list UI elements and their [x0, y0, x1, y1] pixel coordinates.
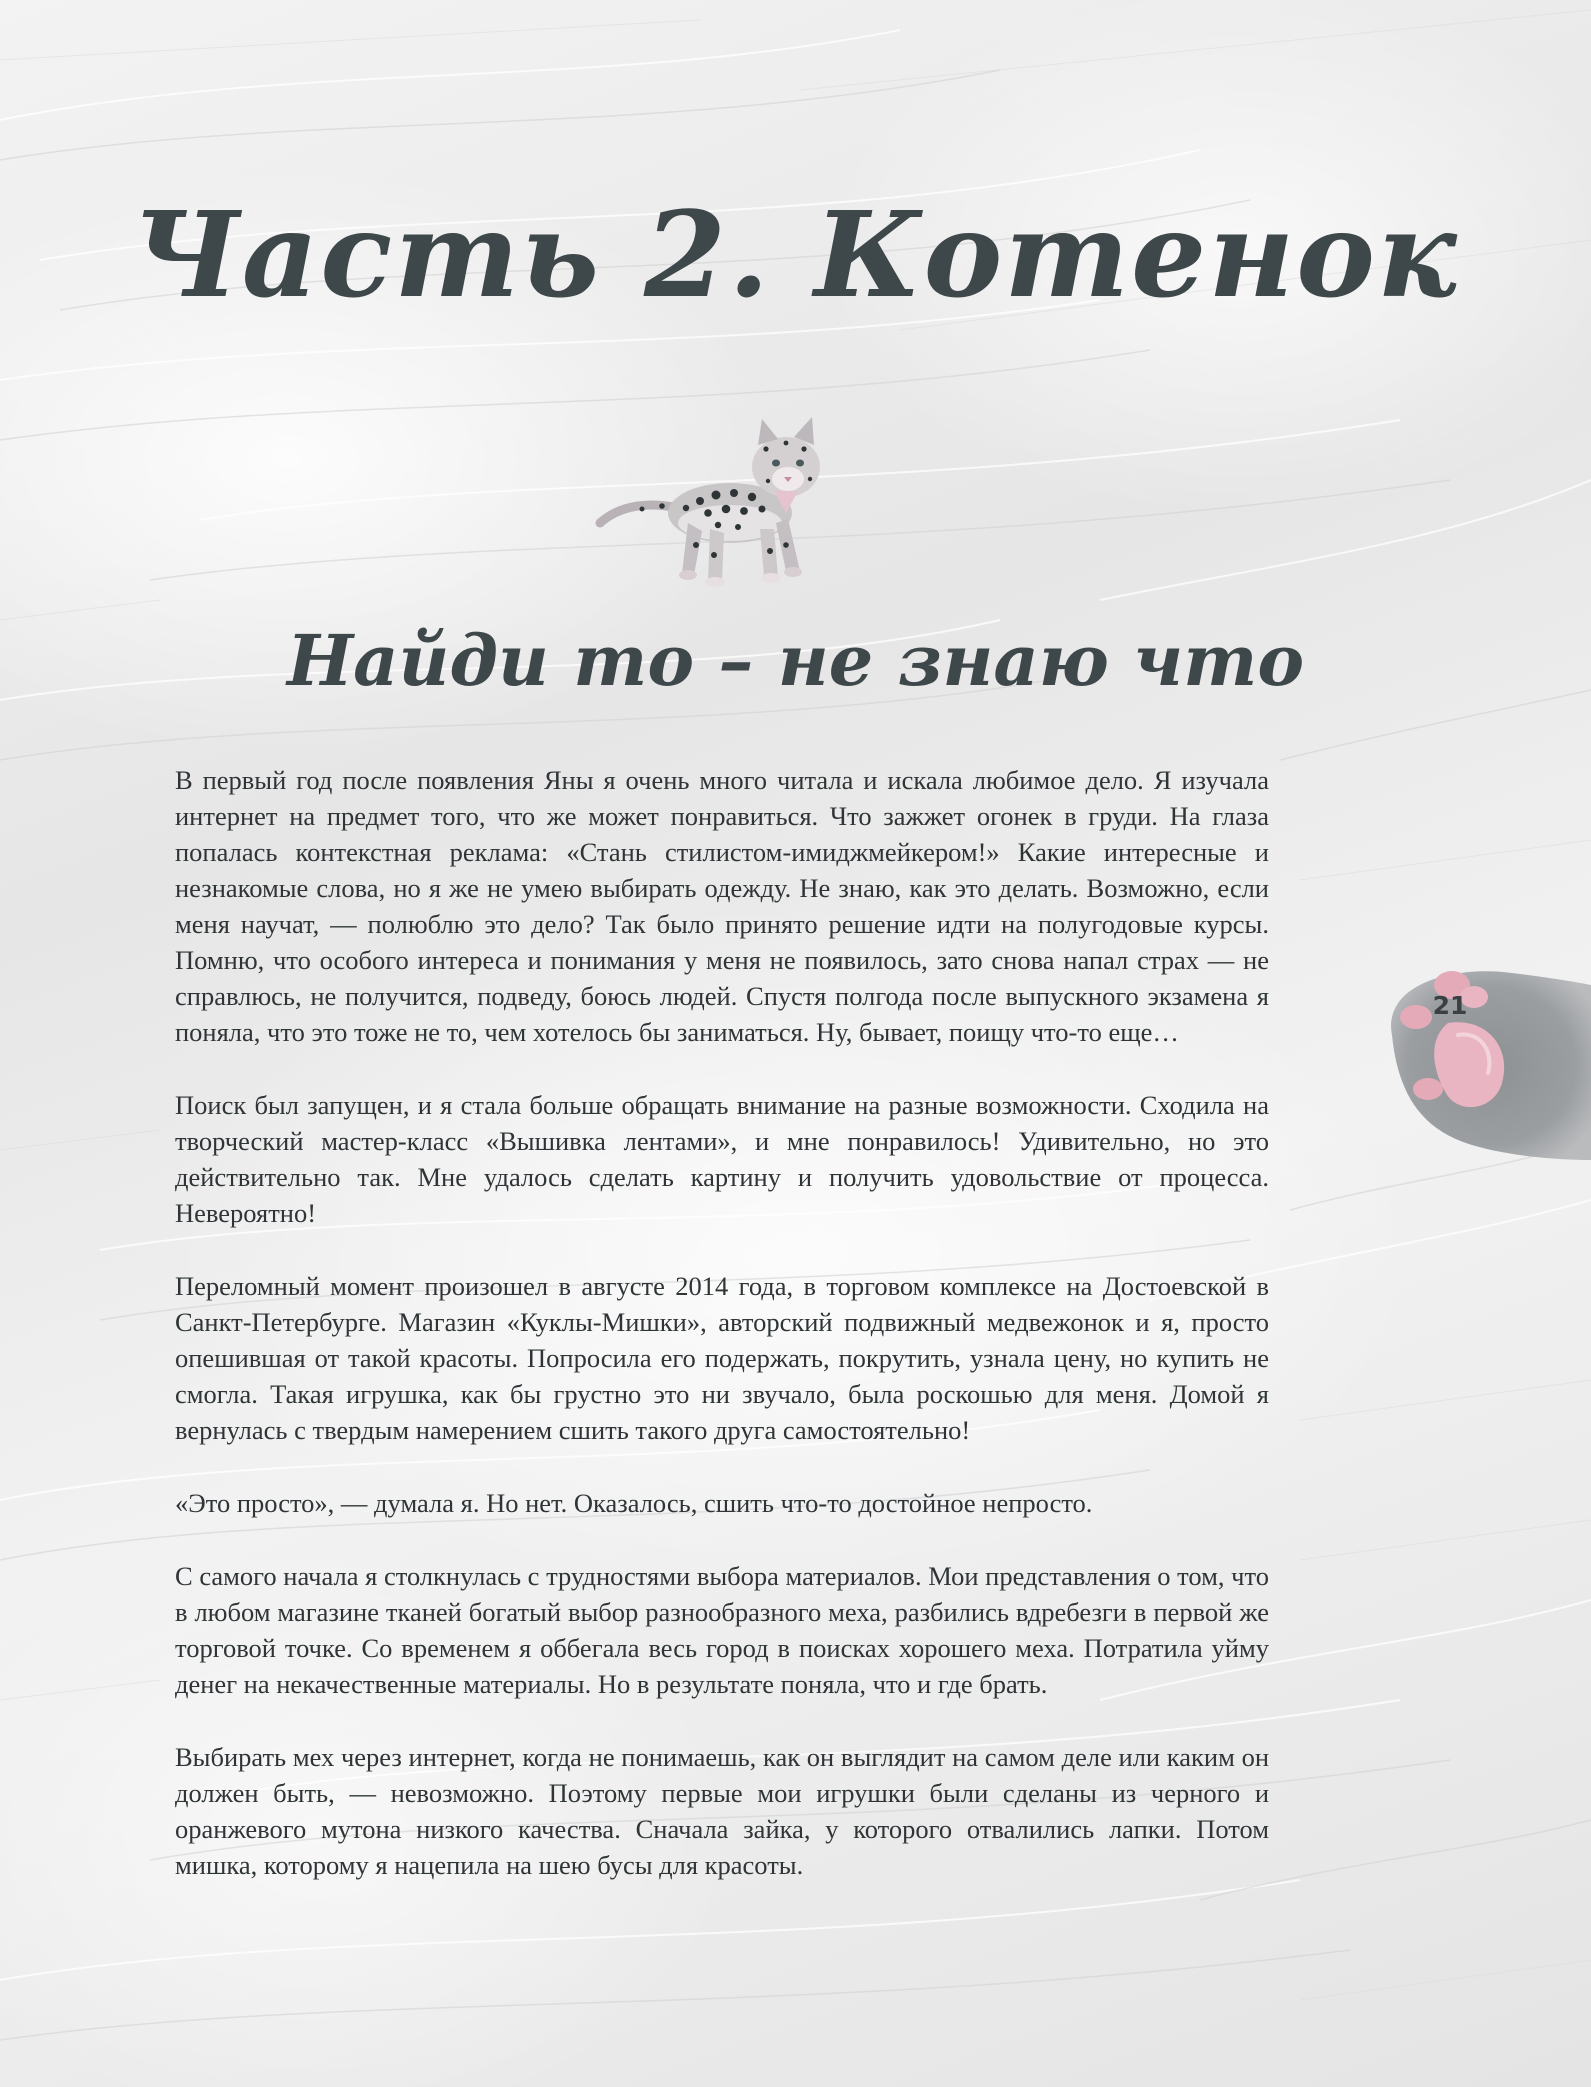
snow-leopard-kitten-illustration — [590, 405, 880, 595]
paragraph: В первый год после появления Яны я очень много читала и искала любимое дело. Я изучала интернет на предмет того, что же может понравиться. Что зажжет огонек в груди. На глаза попалась контекстная реклама: «Стань стилистом-имиджмейкером!» Какие интересные и незнакомые слова, но я же не умею выбирать одежду. Не знаю, как это делать. Возможно, если меня научат, — полюблю это дело? Так было принято решение идти на полугодовые курсы. Помню, что особого интереса и понимания у меня не появилось, зато снова напал страх — не справлюсь, не получится, подведу, боюсь людей. Спустя полгода после выпускного экзамена я поняла, что это тоже не то, чем хотелось бы заниматься. Ну, бывает, поищу что-то еще… — [175, 765, 1269, 1047]
paragraph: С самого начала я столкнулась с трудностями выбора материалов. Мои представления о том, что в любом магазине тканей богатый выбор разнообразного меха, разбились вдребезги в первой же торговой точке. Со временем я оббегала весь город в поисках хорошего меха. Потратила уйму денег на некачественные материалы. Но в результате поняла, что и где брать. — [175, 1561, 1269, 1699]
section-title: Найди то – не знаю что — [286, 619, 1305, 702]
page-number: 21 — [1432, 990, 1468, 1020]
body-text — [175, 762, 1269, 1920]
paragraph: «Это просто», — думала я. Но нет. Оказалось, сшить что-то достойное непросто. — [175, 1488, 1093, 1518]
paragraph: Выбирать мех через интернет, когда не понимаешь, как он выглядит на самом деле или каким он должен быть, — невозможно. Поэтому первые мои игрушки были сделаны из черного и оранжевого мутона низкого качества. Сначала зайка, у которого отвалились лапки. Потом мишка, которому я нацепила на шею бусы для красоты. — [175, 1742, 1269, 1880]
chapter-title: Часть 2. Котенок — [132, 185, 1459, 324]
paragraph: Поиск был запущен, и я стала больше обращать внимание на разные возможности. Сходила на творческий мастер-класс «Вышивка лентами», и мне понравилось! Удивительно, но это действительно так. Мне удалось сделать картину и получить удовольствие от процесса. Невероятно! — [175, 1090, 1269, 1228]
paragraph: Переломный момент произошел в августе 2014 года, в торговом комплексе на Достоевской в Санкт-Петербурге. Магазин «Куклы-Мишки», авторский подвижный медвежонок и я, просто опешившая от такой красоты. Попросила его подержать, покрутить, узнала цену, но купить не смогла. Такая игрушка, как бы грустно это ни звучало, была роскошью для меня. Домой я вернулась с твердым намерением сшить такого друга самостоятельно! — [175, 1271, 1269, 1445]
